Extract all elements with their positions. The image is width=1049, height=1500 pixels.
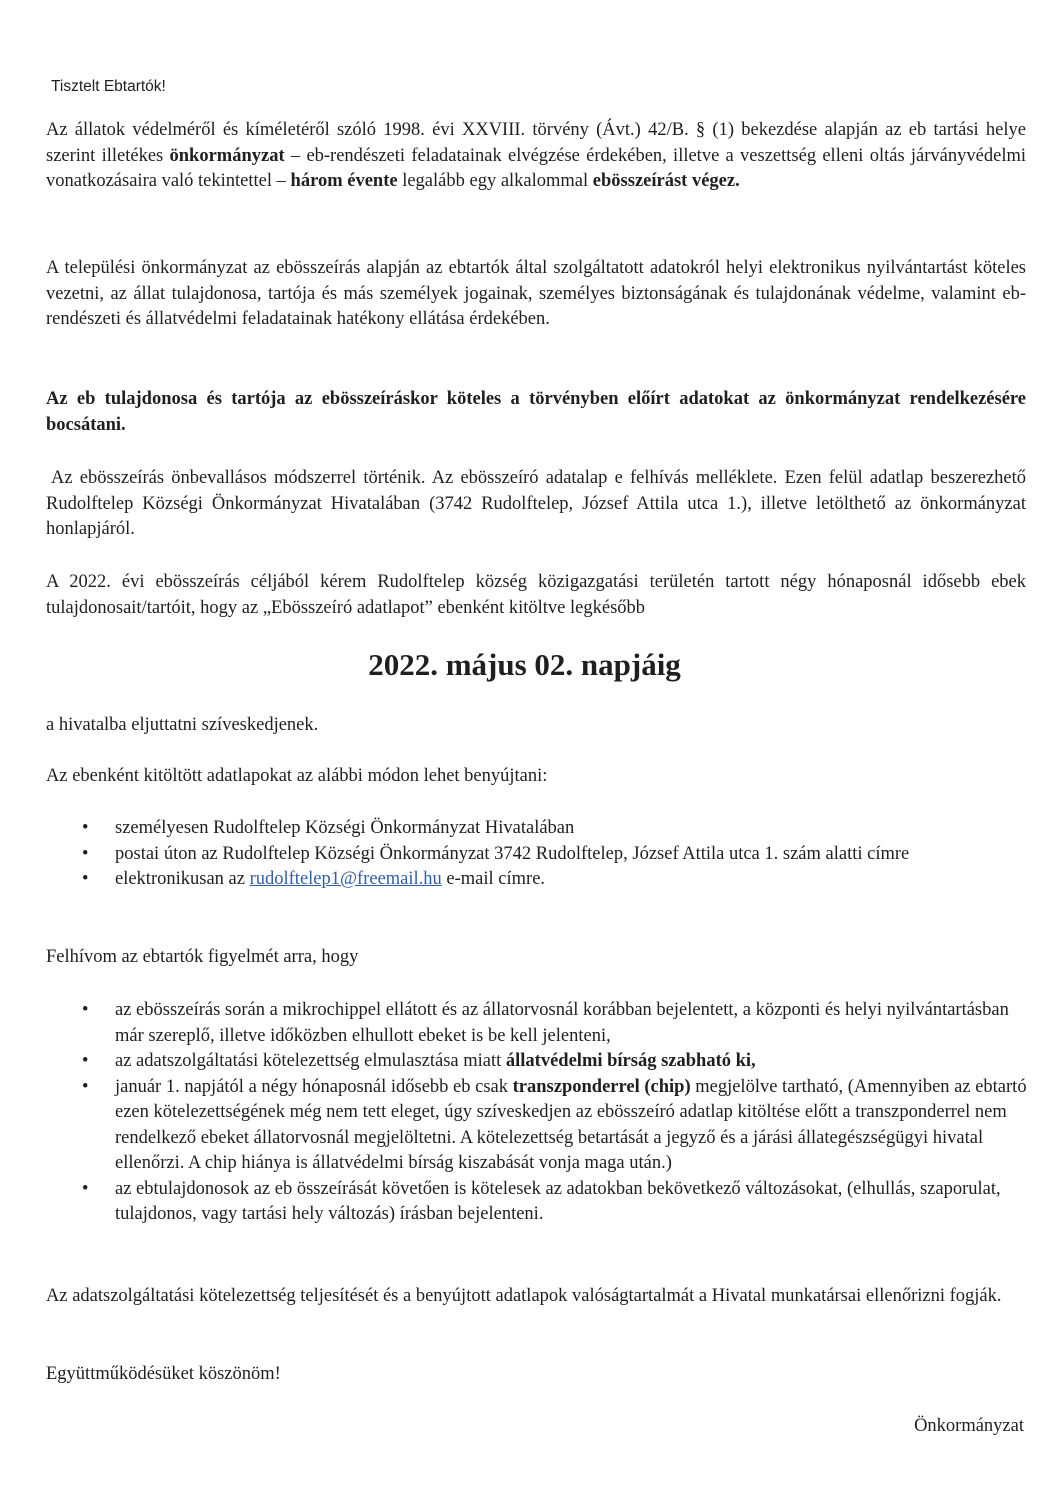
intro-bold-frequency: három évente bbox=[290, 171, 398, 191]
bullet-icon: • bbox=[82, 1051, 89, 1071]
bullet-icon: • bbox=[82, 1178, 89, 1199]
intro-bold-census: ebösszeírást végez. bbox=[592, 171, 740, 191]
intro-text: Az állatok védelméről és kíméletéről szóló 1998. évi XXVIII. törvény (Ávt.) 42/B. § (1) bekezdése alapján az eb tartási helye szerint illetékes bbox=[46, 120, 1026, 166]
notice-list bbox=[82, 998, 1027, 1228]
registry-paragraph: A települési önkormányzat az ebösszeírás alapján az ebtartók által szolgáltatott adatokról helyi elektronikus nyilvántartást köteles vezetni, az állat tulajdonosa, tartója és más személyek jogainak, személyes biztonságának és tulajdonának védelme, valamint eb-rendészeti és állatvédelmi feladatainak hatékony ellátása érdekében. bbox=[46, 258, 1026, 329]
list-item: • az ebösszeírás során a mikrochippel ellátott és az állatorvosnál korábban bejelentett, a központi és helyi nyilvántartásban már szereplő, illetve időközben elhullott ebeket is be kell jelenteni, bbox=[82, 1000, 1009, 1046]
list-item: • elektronikusan az rudolftelep1@freemail.hu e-mail címre. bbox=[82, 867, 1027, 893]
intro-paragraph bbox=[46, 118, 1026, 195]
list-item: • az ebtulajdonosok az eb összeírását követően is kötelesek az adatokban bekövetkező változásokat, (elhullás, szaporulat, tulajdonos, vagy tartási hely változás) írásban bejelenteni. bbox=[82, 1178, 1001, 1224]
bullet-icon: • bbox=[82, 818, 89, 838]
submission-intro: Az ebenként kitöltött adatlapokat az alábbi módon lehet benyújtani: bbox=[46, 766, 548, 786]
intro-text-3: legalább egy alkalommal bbox=[397, 171, 593, 191]
list-item: • az adatszolgáltatási kötelezettség elmulasztása miatt állatvédelmi bírság szabható ki, bbox=[82, 1049, 1027, 1075]
deliver-line: a hivatalba eljuttatni szíveskedjenek. bbox=[46, 715, 319, 735]
bullet-icon: • bbox=[82, 1076, 89, 1097]
signature: Önkormányzat bbox=[914, 1416, 1024, 1436]
submission-list bbox=[82, 816, 1027, 893]
verification-paragraph: Az adatszolgáltatási kötelezettség teljesítését és a benyújtott adatlapok valóságtartalmát a Hivatal munkatársai ellenőrizni fogják. bbox=[46, 1286, 1002, 1306]
notice-intro: Felhívom az ebtartók figyelmét arra, hogy bbox=[46, 947, 359, 967]
request-paragraph: A 2022. évi ebösszeírás céljából kérem Rudolftelep község közigazgatási területén tartott négy hónaposnál idősebb ebek tulajdonosait/tartóit, hogy az „Ebösszeíró adatlapot” ebenként kitöltve legkésőbb bbox=[46, 572, 1026, 618]
thanks-line: Együttműködésüket köszönöm! bbox=[46, 1364, 281, 1384]
intro-text-2: – eb-rendészeti feladatainak elvégzése érdekében, illetve a veszettség elleni oltás járványvédelmi vonatkozásaira való tekintettel – bbox=[46, 145, 1026, 191]
deadline-heading: 2022. május 02. napjáig bbox=[368, 647, 681, 682]
list-item: • postai úton az Rudolftelep Községi Önkormányzat 3742 Rudolftelep, József Attila utca 1. szám alatti címre bbox=[82, 842, 1027, 868]
method-paragraph: Az ebösszeírás önbevallásos módszerrel történik. Az ebösszeíró adatalap e felhívás melléklete. Ezen felül adatlap beszerezhető Rudolftelep Községi Önkormányzat Hivatalában (3742 Rudolftelep, József Attila utca 1.), illetve letölthető az önkormányzat honlapjáról. bbox=[46, 468, 1026, 539]
email-link[interactable]: rudolftelep1@freemail.hu bbox=[249, 869, 442, 889]
intro-bold-authority: önkormányzat bbox=[169, 145, 285, 166]
bullet-icon: • bbox=[82, 1000, 89, 1020]
list-item: • személyesen Rudolftelep Községi Önkormányzat Hivatalában bbox=[82, 816, 1027, 842]
list-item: • január 1. napjától a négy hónaposnál idősebb eb csak transzponderrel (chip) megjelölve tartható, (Amennyiben az ebtartó ezen kötelezettségének még nem tett eleget, úgy szíveskedjen az ebösszeíró adatlap kitöltése előtt a transzponderrel nem rendelkező ebeket állatorvosnál megjelöltetni. A kötelezettség betartását a jegyző és a járási állategészségügyi hivatal ellenőrzi. A chip hiánya is állatvédelmi bírság kiszabását vonja maga után.) bbox=[82, 1076, 1027, 1173]
obligation-paragraph: Az eb tulajdonosa és tartója az ebösszeíráskor köteles a törvényben előírt adatokat az önkormányzat rendelkezésére bocsátani. bbox=[46, 389, 1026, 435]
bullet-icon: • bbox=[82, 843, 89, 864]
greeting: Tisztelt Ebtartók! bbox=[51, 78, 166, 95]
bullet-icon: • bbox=[82, 869, 89, 889]
